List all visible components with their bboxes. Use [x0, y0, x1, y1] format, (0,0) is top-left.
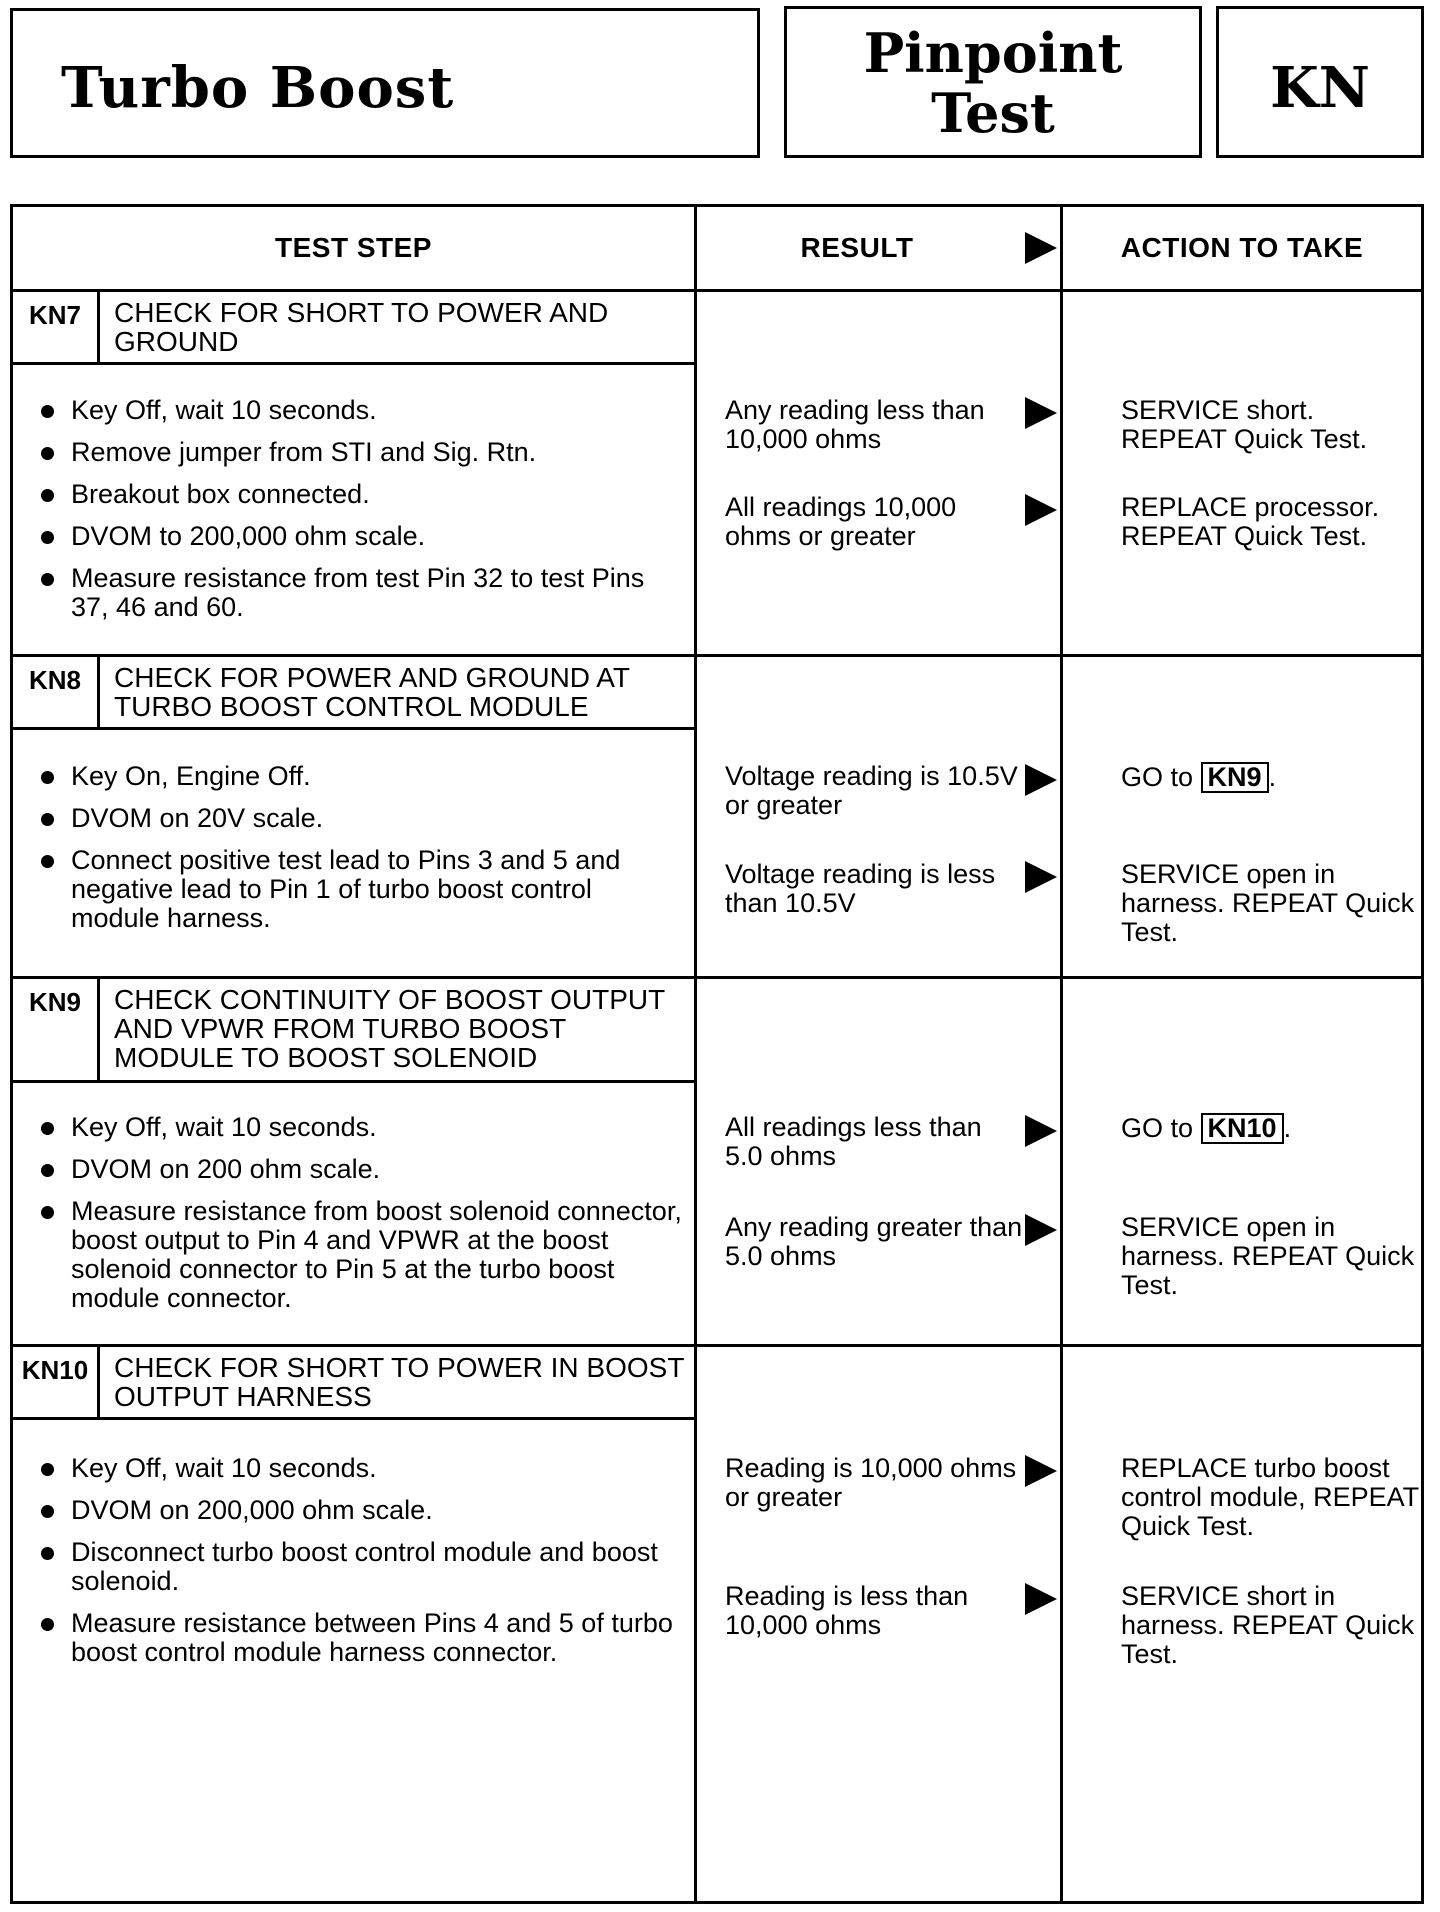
- step-title: CHECK CONTINUITY OF BOOST OUTPUT AND VPWR FROM TURBO BOOST MODULE TO BOOST SOLENOID: [114, 984, 665, 1073]
- action-text: REPLACE processor. REPEAT Quick Test.: [1121, 492, 1380, 551]
- instruction-item: DVOM on 200,000 ohm scale.: [37, 1496, 687, 1525]
- step-title: CHECK FOR SHORT TO POWER AND GROUND: [114, 297, 609, 357]
- instruction-item: Measure resistance from boost solenoid connector, boost output to Pin 4 and VPWR at the boost solenoid connector to Pin 5 at the turbo boost module connector.: [37, 1197, 687, 1313]
- action-text: SERVICE short in harness. REPEAT Quick Test.: [1121, 1581, 1415, 1669]
- instruction-item: Key Off, wait 10 seconds.: [37, 1113, 687, 1142]
- action-text: [1121, 1113, 1421, 1144]
- instruction-item: Key Off, wait 10 seconds.: [37, 1454, 687, 1483]
- column-header-test-step: TEST STEP: [275, 232, 432, 263]
- step-title: CHECK FOR SHORT TO POWER IN BOOST OUTPUT HARNESS: [114, 1352, 684, 1412]
- instruction-item: Key On, Engine Off.: [37, 762, 687, 791]
- result-text: Any reading greater than 5.0 ohms: [725, 1212, 1023, 1271]
- step-header: [13, 657, 694, 730]
- action-prefix: GO to: [1121, 762, 1194, 792]
- instruction-item: Connect positive test lead to Pins 3 and 5 and negative lead to Pin 1 of turbo boost control module harness.: [37, 846, 687, 933]
- pinpoint-test-table: [10, 204, 1424, 1904]
- test-code: KN: [1270, 55, 1370, 121]
- result-text: All readings 10,000 ohms or greater: [725, 492, 957, 551]
- arrow-icon: [1025, 764, 1057, 796]
- action-text: [1121, 762, 1421, 793]
- instruction-item: DVOM on 200 ohm scale.: [37, 1155, 687, 1184]
- test-code-box: [1216, 6, 1424, 158]
- arrow-icon: [1025, 397, 1057, 429]
- action-text: SERVICE open in harness. REPEAT Quick Test.: [1121, 859, 1415, 947]
- result-text: Any reading less than 10,000 ohms: [725, 395, 985, 454]
- action-prefix: GO to: [1121, 1113, 1194, 1143]
- step-reference-kn9: KN9: [1201, 762, 1269, 793]
- step-section-kn7: [13, 289, 1421, 654]
- arrow-icon: [1025, 1115, 1057, 1147]
- step-section-kn9: [13, 976, 1421, 1344]
- result-text: Reading is 10,000 ohms or greater: [725, 1453, 1017, 1512]
- step-header: [13, 1347, 694, 1420]
- instruction-item: Measure resistance between Pins 4 and 5 of turbo boost control module harness connector.: [37, 1609, 687, 1667]
- arrow-icon: [1025, 1455, 1057, 1487]
- pinpoint-test-box: [784, 6, 1202, 158]
- step-title: CHECK FOR POWER AND GROUND AT TURBO BOOST CONTROL MODULE: [114, 662, 630, 722]
- step-instructions: [37, 762, 687, 946]
- instruction-item: Key Off, wait 10 seconds.: [37, 396, 687, 425]
- step-instructions: [37, 1113, 687, 1326]
- pinpoint-line-1: Pinpoint: [863, 21, 1123, 85]
- pinpoint-test-label: [787, 23, 1199, 143]
- header-arrow-icon: [1025, 232, 1057, 264]
- step-code: KN9: [13, 979, 100, 1080]
- arrow-icon: [1025, 1214, 1057, 1246]
- action-text: SERVICE short. REPEAT Quick Test.: [1121, 395, 1368, 454]
- instruction-item: Breakout box connected.: [37, 480, 687, 509]
- step-code: KN10: [13, 1347, 100, 1417]
- arrow-icon: [1025, 1583, 1057, 1615]
- instruction-item: Measure resistance from test Pin 32 to test Pins 37, 46 and 60.: [37, 564, 687, 622]
- column-header-result: RESULT: [800, 232, 914, 263]
- step-reference-kn10: KN10: [1201, 1113, 1284, 1144]
- title-box: [10, 8, 760, 158]
- instruction-item: Disconnect turbo boost control module and boost solenoid.: [37, 1538, 687, 1596]
- step-section-kn10: [13, 1344, 1421, 1901]
- step-instructions: [37, 1454, 687, 1680]
- action-text: REPLACE turbo boost control module, REPEAT Quick Test.: [1121, 1453, 1419, 1541]
- result-text: All readings less than 5.0 ohms: [725, 1112, 982, 1171]
- arrow-icon: [1025, 494, 1057, 526]
- result-text: Reading is less than 10,000 ohms: [725, 1581, 969, 1640]
- step-instructions: [37, 396, 687, 635]
- action-suffix: .: [1268, 762, 1277, 792]
- result-text: Voltage reading is less than 10.5V: [725, 859, 996, 918]
- instruction-item: Remove jumper from STI and Sig. Rtn.: [37, 438, 687, 467]
- step-header: [13, 979, 694, 1083]
- step-code: KN8: [13, 657, 100, 727]
- instruction-item: DVOM on 20V scale.: [37, 804, 687, 833]
- step-header: [13, 292, 694, 365]
- step-code: KN7: [13, 292, 100, 362]
- column-header-action: ACTION TO TAKE: [1120, 232, 1364, 263]
- page-title: Turbo Boost: [61, 55, 455, 121]
- action-text: SERVICE open in harness. REPEAT Quick Test.: [1121, 1212, 1415, 1300]
- arrow-icon: [1025, 861, 1057, 893]
- pinpoint-line-2: Test: [931, 81, 1055, 145]
- step-section-kn8: [13, 654, 1421, 976]
- instruction-item: DVOM to 200,000 ohm scale.: [37, 522, 687, 551]
- action-suffix: .: [1283, 1113, 1292, 1143]
- result-text: Voltage reading is 10.5V or greater: [725, 761, 1018, 820]
